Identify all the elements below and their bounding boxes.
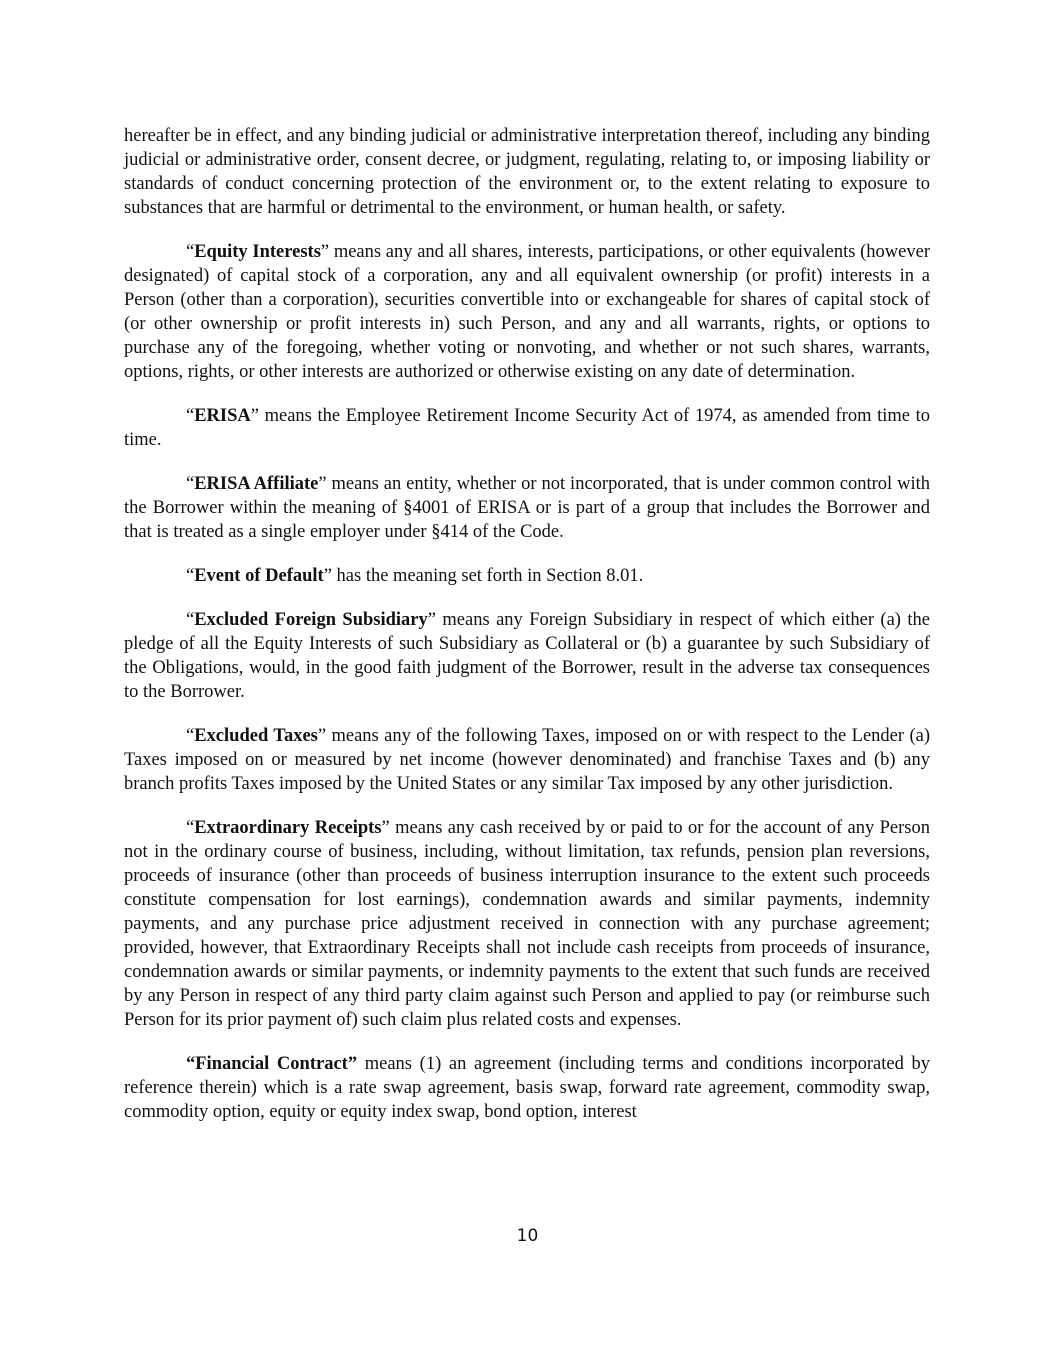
- definition-text: ” means any cash received by or paid to or for the account of any Person not in the ordinary course of business, including, without limitation, tax refunds, pension plan reversions, proceeds of insurance (other than proceeds of business interruption insurance to the extent such proceeds constitute compensation for lost earnings), condemnation awards and similar payments, indemnity payments, and any purchase price adjustment received in connection with any purchase agreement; provided, however, that Extraordinary Receipts shall not include cash receipts from proceeds of insurance, condemnation awards or similar payments, or indemnity payments to the extent that such funds are received by any Person in respect of any third party claim against such Person and applied to pay (or reimburse such Person for its prior payment of) such claim plus related costs and expenses.: [124, 818, 930, 1030]
- page-number: 10: [516, 1226, 539, 1246]
- open-quote: “: [186, 726, 195, 746]
- definition-text: ” means any Foreign Subsidiary in respect of which either (a) the pledge of all the Equity Interests of such Subsidiary as Collateral or (b) a guarantee by such Subsidiary of the Obligations, would, in the good faith judgment of the Borrower, result in the adverse tax consequences to the Borrower.: [124, 610, 930, 702]
- definition-erisa-affiliate: [124, 472, 930, 544]
- open-quote: “: [186, 818, 195, 838]
- paragraph-text: hereafter be in effect, and any binding judicial or administrative interpretation thereof, including any binding judicial or administrative order, consent decree, or judgment, regulating, relating to, or imposing liability or standards of conduct concerning protection of the environment or, to the extent relating to exposure to substances that are harmful or detrimental to the environment, or human health, or safety.: [124, 126, 930, 218]
- defined-term: Excluded Taxes: [194, 726, 318, 746]
- definition-event-of-default: [124, 564, 930, 588]
- definition-text: ” means the Employee Retirement Income Security Act of 1974, as amended from time to time.: [124, 406, 930, 450]
- defined-term: Extraordinary Receipts: [194, 818, 382, 838]
- definition-text: ” means an entity, whether or not incorporated, that is under common control with the Borrower within the meaning of §4001 of ERISA or is part of a group that includes the Borrower and that is treated as a single employer under §414 of the Code.: [124, 474, 931, 542]
- definition-equity-interests: [124, 240, 930, 384]
- defined-term: “Financial Contract”: [186, 1054, 358, 1074]
- definition-text: ” means any of the following Taxes, imposed on or with respect to the Lender (a) Taxes imposed on or measured by net income (however denominated) and franchise Taxes and (b) any branch profits Taxes imposed by the United States or any similar Tax imposed by any other jurisdiction.: [124, 726, 930, 794]
- document-body: [124, 124, 930, 1144]
- definition-erisa: [124, 404, 930, 452]
- defined-term: ERISA: [194, 406, 251, 426]
- definition-financial-contract: [124, 1052, 930, 1124]
- open-quote: “: [186, 406, 195, 426]
- open-quote: “: [186, 610, 195, 630]
- definition-excluded-foreign-subsidiary: [124, 608, 930, 704]
- open-quote: “: [186, 474, 195, 494]
- open-quote: “: [186, 242, 195, 262]
- definition-excluded-taxes: [124, 724, 930, 796]
- defined-term: Excluded Foreign Subsidiary: [194, 610, 428, 630]
- paragraph-environmental-law-continuation: [124, 124, 930, 220]
- definition-text: means (1) an agreement (including terms and conditions incorporated by reference therein) which is a rate swap agreement, basis swap, forward rate agreement, commodity swap, commodity option, equity or equity index swap, bond option, interest: [124, 1054, 931, 1122]
- defined-term: ERISA Affiliate: [194, 474, 319, 494]
- definition-text: ” means any and all shares, interests, participations, or other equivalents (however designated) of capital stock of a corporation, any and all equivalent ownership (or profit) interests in a Person (other than a corporation), securities convertible into or exchangeable for shares of capital stock of (or other ownership or profit interests in) such Person, and any and all warrants, rights, or options to purchase any of the foregoing, whether voting or nonvoting, and whether or not such shares, warrants, options, rights, or other interests are authorized or otherwise existing on any date of determination.: [124, 242, 930, 382]
- definition-text: ” has the meaning set forth in Section 8.01.: [323, 566, 644, 586]
- definition-extraordinary-receipts: [124, 816, 930, 1032]
- open-quote: “: [186, 566, 195, 586]
- defined-term: Event of Default: [194, 566, 324, 586]
- defined-term: Equity Interests: [194, 242, 321, 262]
